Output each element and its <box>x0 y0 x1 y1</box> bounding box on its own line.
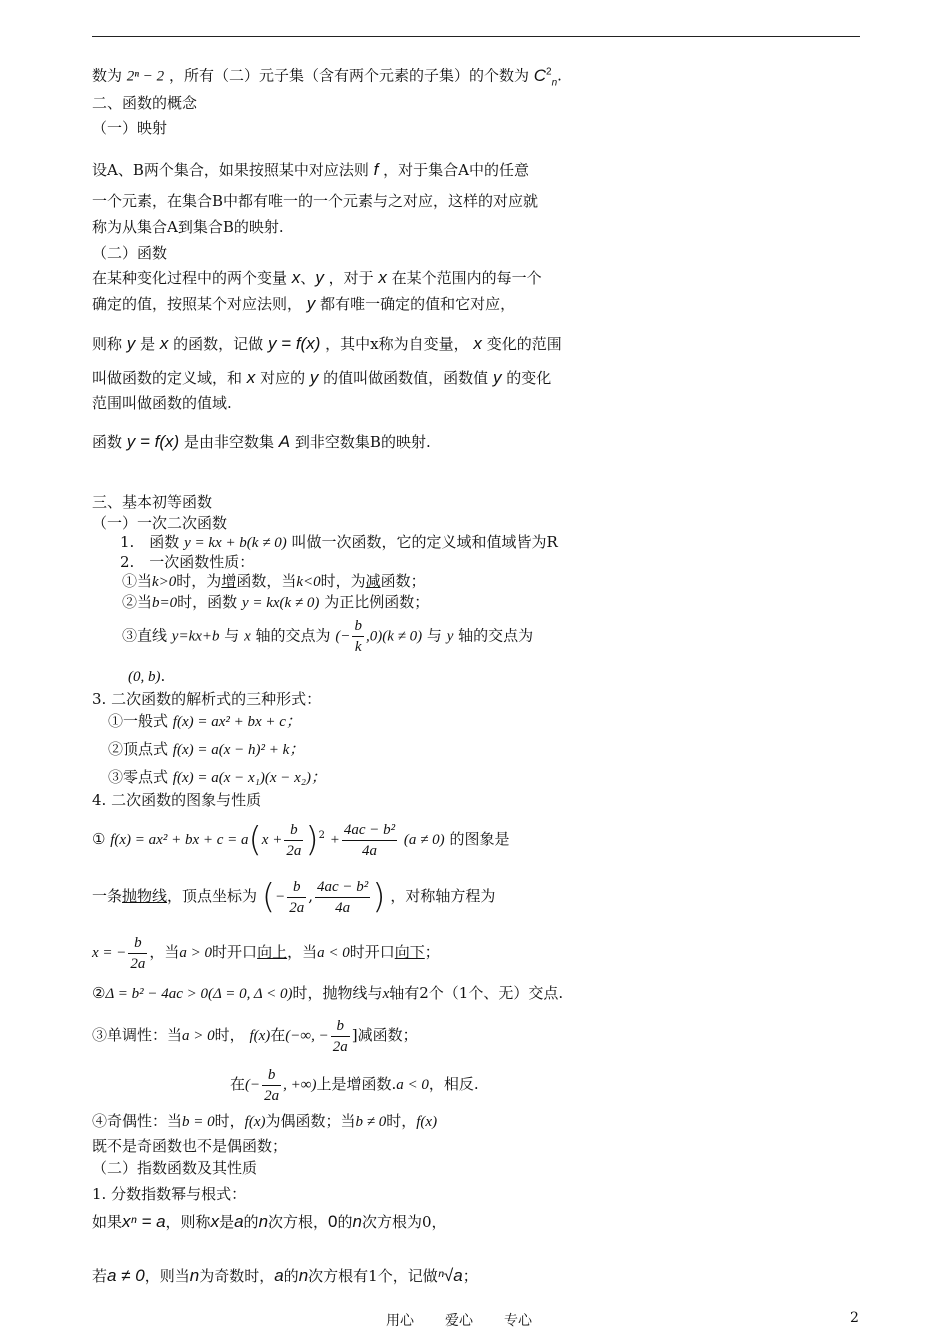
math: y <box>306 294 316 313</box>
text: ③直线 <box>122 626 168 645</box>
math: ⁿ√a <box>437 1266 463 1285</box>
math: n <box>258 1212 269 1231</box>
text: 时，函数 <box>177 593 238 611</box>
text: 对应的 <box>260 369 306 387</box>
subsection-heading: （二）函数 <box>92 244 168 262</box>
function-def-4 <box>92 368 551 388</box>
text: ； <box>424 943 440 961</box>
text: 次方根， <box>268 1213 329 1231</box>
math: x <box>473 334 482 353</box>
mapping-def-1 <box>92 160 529 180</box>
text: 在某个范围内的每一个 <box>391 269 542 287</box>
text: 时，为 <box>176 572 222 590</box>
text: 增 <box>221 572 237 590</box>
text: 1. 函数 <box>120 533 180 551</box>
math: y=kx+b <box>171 628 220 645</box>
text: ，其中x称为自变量， <box>325 335 469 353</box>
function-def-2 <box>92 294 515 314</box>
math: , +∞) <box>283 1077 317 1093</box>
text: 与 <box>426 626 442 645</box>
text: 时， <box>386 1112 417 1130</box>
text: 叫做函数的定义域，和 <box>92 369 243 387</box>
math: f(x) <box>249 1028 271 1044</box>
math: y <box>315 268 324 287</box>
text: ，对于 <box>328 269 374 287</box>
text: ； <box>462 1267 478 1285</box>
text: 上是增函数. <box>316 1075 397 1093</box>
fraction: $\frac{b}{k}$ <box>354 618 362 655</box>
math: b ≠ 0 <box>355 1114 387 1130</box>
math: A <box>278 432 291 451</box>
quad-vertex-form: ① f(x) = ax² + bx + c = a(x + $\frac{b}{2a}$ )$^2$ + $\frac{\text{4ac − b²}}{4a}$ (a ≠ 0) 的图象是 <box>92 820 510 860</box>
text: 若 <box>92 1267 108 1285</box>
footer-mid: 爱心 <box>445 1313 473 1329</box>
math: a <box>274 1266 284 1285</box>
math: x <box>159 334 169 353</box>
text: 时开口 <box>349 943 395 961</box>
text: ，当 <box>149 943 180 961</box>
math: y = f(x) <box>267 334 321 353</box>
combination-symbol: $C^2_n$ <box>533 65 558 89</box>
text: 的变化 <box>506 369 552 387</box>
text: 都有唯一确定的值和它对应， <box>320 295 516 313</box>
text: 的 <box>243 1213 259 1231</box>
mapping-def-3: 称为从集合A到集合B的映射. <box>92 218 284 236</box>
math: a > 0 <box>179 945 213 961</box>
function-def-1: 在某种变化过程中的两个变量 x、y ，对于 x 在某个范围内的每一个 <box>92 268 542 287</box>
text: 轴的交点为 <box>255 626 331 645</box>
nth-root-odd <box>92 1266 478 1286</box>
math: f(x) <box>416 1114 438 1130</box>
section-heading: 三、基本初等函数 <box>92 493 213 511</box>
math: xⁿ = a <box>122 1212 166 1231</box>
text: 数为 <box>92 66 123 85</box>
quad-zero <box>108 767 326 788</box>
math: 2ⁿ − 2 <box>126 68 165 85</box>
math: a < 0 <box>317 945 350 961</box>
subsection-heading: （一）一次二次函数 <box>92 514 228 532</box>
text: 在某种变化过程中的两个变量 <box>92 269 288 287</box>
quad-parity-2: 既不是奇函数也不是偶函数； <box>92 1137 288 1155</box>
text: 一条 <box>92 887 123 905</box>
text: 如果 <box>92 1213 123 1231</box>
text: 时开口 <box>212 943 258 961</box>
text: 是 <box>219 1213 235 1231</box>
text: 为正比例函数； <box>324 593 430 611</box>
text: 向上 <box>257 943 288 961</box>
text: 函数，当 <box>236 572 297 590</box>
text: 在 <box>230 1075 246 1093</box>
linear-def <box>120 532 558 553</box>
quad-vertex-coord: 一条抛物线，顶点坐标为 (− $\frac{b}{2a}$ , $\frac{\text{4ac − b²}}{4a}$ ) ，对称轴方程为 <box>92 877 496 917</box>
math: ,0)(k ≠ 0) <box>365 628 423 645</box>
text: 变化的范围 <box>486 335 562 353</box>
text: 次方根有1个，记做 <box>308 1267 438 1285</box>
math: y <box>446 628 454 645</box>
math: y <box>309 368 319 387</box>
text: 在 <box>270 1026 286 1044</box>
text: 轴的交点为 <box>458 626 534 645</box>
text: ②顶点式 <box>108 740 169 758</box>
math: x <box>291 268 301 287</box>
text: ，当 <box>287 943 318 961</box>
math: y <box>492 368 502 387</box>
text: 是 <box>140 335 156 353</box>
math: x <box>246 368 256 387</box>
page-number: 2 <box>850 1310 859 1326</box>
text: 确定的值，按照某个对应法则， <box>92 295 303 313</box>
text: 减 <box>365 572 381 590</box>
text: 到非空数集B的映射. <box>294 433 431 451</box>
text: 函数 <box>92 433 123 451</box>
math: f <box>373 160 379 179</box>
text: 与 <box>224 626 240 645</box>
linear-prop-2 <box>122 592 429 613</box>
math: a <box>234 1212 244 1231</box>
math: f(x) <box>244 1114 266 1130</box>
text: ，顶点坐标为 <box>167 887 258 905</box>
text: 的 <box>283 1267 299 1285</box>
text: ，对于集合A中的任意 <box>383 161 529 179</box>
quad-discriminant <box>92 983 563 1004</box>
text: 则称 <box>92 335 123 353</box>
math: x <box>382 986 390 1002</box>
math: 0 <box>328 1212 338 1231</box>
quad-parity <box>92 1111 437 1132</box>
math: x <box>244 628 251 645</box>
math: f(x) = a(x − x₁)(x − x₂)； <box>172 770 327 786</box>
footer-right: 专心 <box>504 1313 532 1329</box>
math: n <box>298 1266 309 1285</box>
math: y <box>126 334 136 353</box>
text: . <box>160 667 166 685</box>
mapping-def-2: 一个元素，在集合B中都有唯一的一个元素与之对应，这样的对应就 <box>92 192 539 210</box>
text: ③单调性：当 <box>92 1026 183 1044</box>
footer-left: 用心 <box>386 1313 414 1329</box>
text: ，则当 <box>144 1267 190 1285</box>
math: f(x) = a(x − h)² + k； <box>172 742 305 758</box>
text: ②当 <box>122 593 153 611</box>
text: 时， <box>214 1026 245 1044</box>
math: k<0 <box>296 574 321 590</box>
quad-forms-heading: 3. 二次函数的解析式的三种形式： <box>92 690 322 708</box>
section-heading: 二、函数的概念 <box>92 94 198 112</box>
linear-props: 2. 一次函数性质： <box>120 553 255 571</box>
math: x <box>378 268 387 287</box>
text: 次方根为0， <box>362 1213 447 1231</box>
text: ，对称轴方程为 <box>390 887 496 905</box>
text: 抛物线 <box>122 887 168 905</box>
text: ①当 <box>122 572 153 590</box>
math: a > 0 <box>182 1028 215 1044</box>
text: 的函数，记做 <box>173 335 264 353</box>
text: 是由非空数集 <box>184 433 275 451</box>
math: f(x) = ax² + bx + c； <box>172 714 301 730</box>
text: 叫做一次函数，它的定义域和值域皆为R <box>291 533 558 551</box>
text: 的值叫做函数值，函数值 <box>323 369 489 387</box>
quad-monotonic-1: ③单调性：当a > 0时， f(x)在(−∞, − $\frac{b}{2a}$ ]减函数； <box>92 1017 418 1055</box>
text: ，所有（二）元子集（含有两个元素的子集）的个数为 <box>168 66 529 85</box>
function-def-5: 范围叫做函数的值域. <box>92 394 232 412</box>
math: f(x) = ax² + bx + c = a <box>110 832 249 848</box>
quad-graph-heading: 4. 二次函数的图象与性质 <box>92 791 262 809</box>
function-def-3 <box>92 334 562 354</box>
function-mapping <box>92 432 431 452</box>
text: ③零点式 <box>108 768 169 786</box>
text: 向下 <box>394 943 425 961</box>
math: (a ≠ 0) <box>403 832 445 848</box>
text: 减函数； <box>357 1026 418 1044</box>
text: 的图象是 <box>449 830 510 848</box>
math: n <box>352 1212 362 1231</box>
text: 时， <box>214 1112 245 1130</box>
text: ，相反. <box>428 1075 479 1093</box>
quad-monotonic-2: 在(− $\frac{b}{2a}$ , +∞)上是增函数.a < 0，相反. <box>230 1066 479 1104</box>
subsection-heading: （一）映射 <box>92 119 168 137</box>
quad-axis: x = − $\frac{b}{2a}$ ，当a > 0时开口向上，当a < 0时开口向下； <box>92 934 440 972</box>
math: (− <box>245 1077 261 1093</box>
math: (−∞, − <box>285 1028 329 1044</box>
text: 时，为 <box>320 572 366 590</box>
math: y = kx(k ≠ 0) <box>241 595 320 611</box>
quad-vertex <box>108 739 304 760</box>
text: 时，抛物线与 <box>292 984 383 1002</box>
math: x <box>210 1212 220 1231</box>
math: (0, b) <box>128 669 161 685</box>
math: Δ = b² − 4ac > 0(Δ = 0, Δ < 0) <box>105 986 293 1002</box>
math: y = kx + b(k ≠ 0) <box>184 535 287 551</box>
math: y = f(x) <box>126 432 180 451</box>
text: 轴有2个（1个、无）交点. <box>389 984 564 1002</box>
math: x = − <box>92 945 127 961</box>
math: b = 0 <box>182 1114 215 1130</box>
math: n <box>189 1266 200 1285</box>
quad-general <box>108 711 301 732</box>
linear-prop-3: ③直线 y=kx+b 与 x 轴的交点为 (− $\frac{b}{k}$ ,0)(k ≠ 0) 与 y 轴的交点为 <box>122 618 534 655</box>
math: a ≠ 0 <box>107 1266 145 1285</box>
text: ①一般式 <box>108 712 169 730</box>
text: 设A、B两个集合，如果按照某中对应法则 <box>92 161 369 179</box>
text: ④奇偶性：当 <box>92 1112 183 1130</box>
text: 为奇数时， <box>199 1267 275 1285</box>
text: ① <box>92 830 106 848</box>
text: ② <box>92 984 106 1002</box>
line-subset-count: 数为 2ⁿ − 2 ，所有（二）元子集（含有两个元素的子集）的个数为 $C^2_n$. <box>92 65 562 89</box>
header-rule <box>92 36 860 37</box>
math: b=0 <box>152 595 178 611</box>
math: k>0 <box>152 574 177 590</box>
text: 为偶函数；当 <box>265 1112 356 1130</box>
linear-prop-3b <box>128 666 165 687</box>
text: ，则称 <box>165 1213 211 1231</box>
exp-heading: 1. 分数指数幂与根式： <box>92 1185 247 1203</box>
subsection-heading: （二）指数函数及其性质 <box>92 1159 258 1177</box>
text: 函数； <box>380 572 426 590</box>
math: a < 0 <box>396 1077 429 1093</box>
nth-root-def <box>92 1212 447 1232</box>
text: 的 <box>337 1213 353 1231</box>
linear-prop-1 <box>122 571 426 592</box>
